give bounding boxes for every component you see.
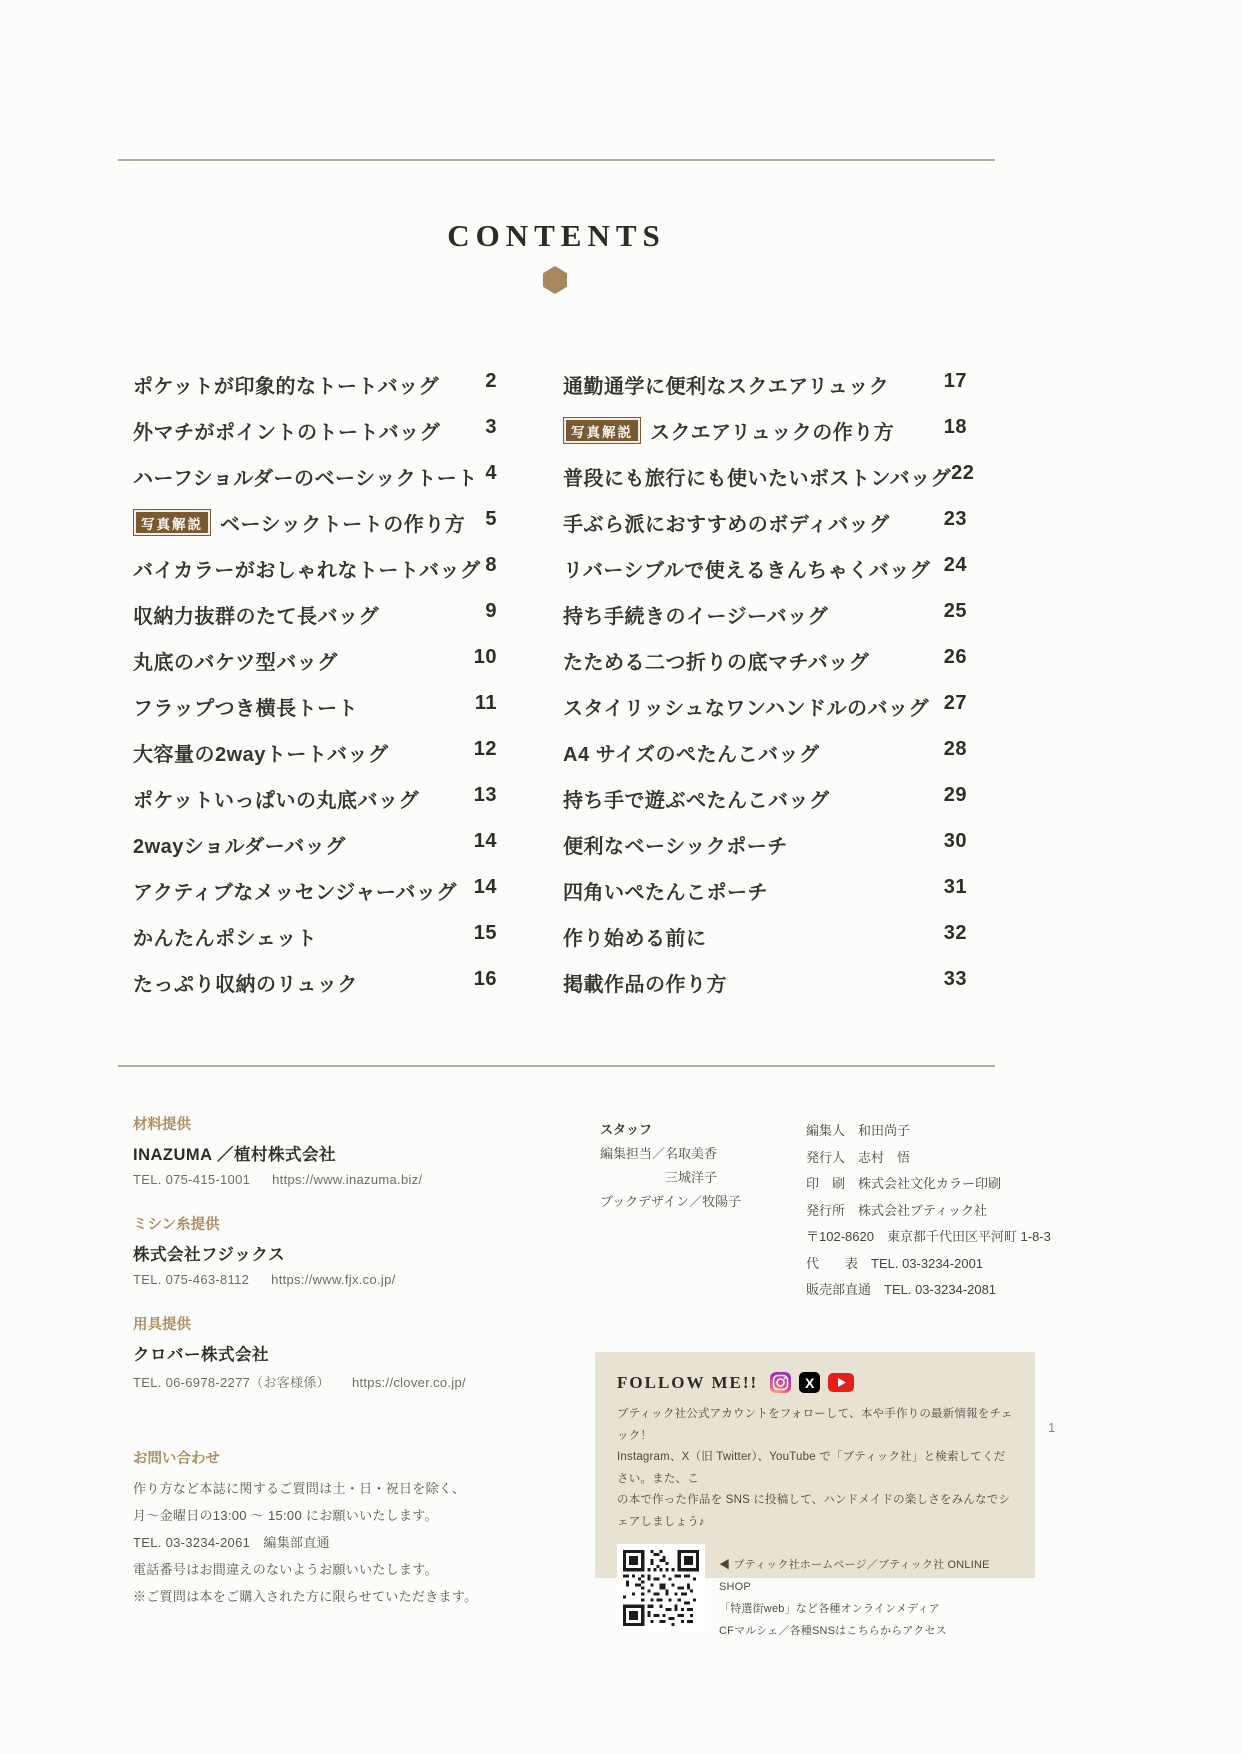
toc-entry: [563, 830, 967, 876]
publisher-line: 発行所 株式会社ブティック社: [806, 1202, 987, 1218]
qr-caption-line: CFマルシェ／各種SNSはこちらからアクセス: [719, 1625, 947, 1637]
toc-entry: [563, 554, 967, 600]
follow-header: [617, 1372, 1013, 1393]
toc-entry: [563, 876, 967, 922]
toc-entry: [133, 876, 497, 922]
staff-line: ブックデザイン／牧陽子: [600, 1194, 742, 1209]
toc-entry-title: 大容量の2wayトートバッグ: [133, 744, 389, 766]
publisher-line: 〒102-8620 東京都千代田区平河町 1-8-3: [806, 1229, 1051, 1244]
inquiry-block: [133, 1447, 553, 1610]
toc-entry-page: 28: [943, 738, 967, 760]
toc-entry-title: 通勤通学に便利なスクエアリュック: [563, 376, 890, 398]
toc-entry-page: 4: [485, 462, 497, 484]
toc-entry-page: 33: [943, 968, 967, 990]
inquiry-line: 月〜金曜日の13:00 〜 15:00 にお願いいたします。: [133, 1508, 438, 1523]
toc-entry-title: ポケットが印象的なトートバッグ: [133, 376, 440, 398]
toc-entry-title: たっぷり収納のリュック: [133, 974, 358, 996]
provider-block: [133, 1113, 553, 1187]
toc-entry-page: 11: [474, 692, 497, 714]
staff-line: 三城洋子: [665, 1170, 718, 1185]
publisher-line: 印 刷 株式会社文化カラー印刷: [806, 1176, 1002, 1191]
toc-entry: [133, 370, 497, 416]
toc-entry: [563, 692, 967, 738]
provider-tel: TEL. 06-6978-2277（お客様係）: [133, 1375, 330, 1390]
toc-entry: [133, 922, 497, 968]
provider-contact: [133, 1172, 553, 1187]
inquiry-line: 電話番号はお間違えのないようお願いいたします。: [133, 1562, 438, 1577]
toc-entry-title: ポケットいっぱいの丸底バッグ: [133, 790, 419, 812]
toc-entry-page: 3: [485, 416, 497, 438]
follow-body-line: の本で作った作品を SNS に投稿して、ハンドメイドの楽しさをみんなでシェアしましょう♪: [617, 1494, 1011, 1528]
staff-column: [600, 1118, 800, 1214]
publisher-line: 発行人 志村 悟: [806, 1149, 911, 1165]
toc-entry-page: 29: [943, 784, 967, 806]
diamond-ornament-icon: [543, 266, 567, 294]
toc-entry-title: フラップつき横長トート: [133, 698, 359, 720]
toc-entry-page: 5: [485, 508, 497, 530]
toc-entry-title: 丸底のバケツ型バッグ: [133, 652, 338, 674]
provider-contact: [133, 1272, 553, 1287]
toc-entry-page: 26: [943, 646, 967, 668]
inquiry-line: ※ご質問は本をご購入された方に限らせていただきます。: [133, 1589, 478, 1604]
inquiry-heading: お問い合わせ: [133, 1451, 220, 1467]
toc-entry-page: 17: [943, 370, 967, 392]
follow-title: FOLLOW ME!!: [617, 1372, 759, 1392]
photo-guide-badge: 写真解説: [563, 417, 641, 444]
inquiry-line: 作り方など本誌に関するご質問は土・日・祝日を除く、: [133, 1481, 466, 1496]
toc-entry-page: 31: [943, 876, 967, 898]
provider-url: https://clover.co.jp/: [351, 1375, 466, 1390]
toc-entry-page: 13: [473, 784, 497, 806]
toc-entry-title: 四角いぺたんこポーチ: [563, 882, 768, 904]
toc-entry: [133, 600, 497, 646]
toc-entry-title: [563, 416, 894, 445]
provider-name: 株式会社フジックス: [133, 1246, 286, 1264]
toc-entry-title: かんたんポシェット: [133, 928, 318, 950]
toc-entry-title-text: スクエアリュックの作り方: [650, 422, 895, 444]
toc-entry: [133, 646, 497, 692]
toc-entry: [133, 692, 497, 738]
toc-entry-page: 15: [473, 922, 497, 944]
toc-entry-title-text: ベーシックトートの作り方: [220, 514, 466, 536]
toc-entry-page: 2: [485, 370, 497, 392]
toc-entry: [133, 784, 497, 830]
photo-guide-badge: 写真解説: [133, 509, 211, 536]
qr-caption: [719, 1544, 1013, 1642]
toc-entry: [563, 784, 967, 830]
toc-entry-page: 22: [951, 462, 975, 484]
toc-entry: [563, 508, 967, 554]
toc-entry-title: A4 サイズのぺたんこバッグ: [563, 744, 820, 766]
toc-entry-page: 18: [943, 416, 967, 438]
toc-entry: [133, 554, 497, 600]
toc-entry-title: 便利なベーシックポーチ: [563, 836, 788, 858]
toc-entry: [563, 922, 967, 968]
provider-heading: 材料提供: [133, 1117, 191, 1133]
toc-entry-page: 14: [473, 830, 497, 852]
toc-entry-title: 作り始める前に: [563, 928, 707, 950]
provider-contact: [133, 1372, 553, 1391]
toc-entry: [563, 600, 967, 646]
toc-entry: [133, 968, 497, 1014]
page-number: 1: [1048, 1420, 1056, 1435]
toc-entry-page: 8: [485, 554, 497, 576]
toc-entry-title: [133, 508, 465, 537]
toc-entry-title: リバーシブルで使えるきんちゃくバッグ: [563, 560, 931, 582]
qr-caption-line: ◀ ブティック社ホームページ／ブティック社 ONLINE SHOP: [719, 1559, 990, 1593]
instagram-icon: [770, 1372, 791, 1393]
toc-entry-title: 外マチがポイントのトートバッグ: [133, 422, 441, 444]
section-divider: [118, 1065, 995, 1067]
toc-entry-title: ハーフショルダーのベーシックトート: [133, 468, 478, 490]
toc-entry: [133, 462, 497, 508]
toc-entry: [563, 646, 967, 692]
toc-entry-title: 持ち手続きのイージーバッグ: [563, 606, 829, 628]
provider-url: https://www.inazuma.biz/: [272, 1172, 423, 1187]
toc-entry-page: 14: [473, 876, 497, 898]
toc-entry-page: 32: [943, 922, 967, 944]
provider-block: [133, 1313, 553, 1391]
staff-line: 編集担当／名取美香: [600, 1146, 718, 1161]
toc-entry-title: 手ぶら派におすすめのボディバッグ: [563, 514, 890, 536]
toc-entry-page: 10: [473, 646, 497, 668]
toc-entry-page: 12: [473, 738, 497, 760]
provider-tel: TEL. 075-463-8112: [133, 1272, 250, 1287]
toc-entry: [133, 508, 497, 554]
toc-entry-page: 30: [943, 830, 967, 852]
staff-heading: スタッフ: [600, 1122, 653, 1137]
toc-entry: [133, 416, 497, 462]
toc-entry: [563, 968, 967, 1014]
toc-entry-page: 24: [943, 554, 967, 576]
provider-tel: TEL. 075-415-1001: [133, 1172, 251, 1187]
qr-caption-line: 「特選街web」など各種オンラインメディア: [719, 1603, 940, 1615]
toc-entry: [133, 830, 497, 876]
provider-heading: 用具提供: [133, 1317, 191, 1333]
toc-entry: [133, 738, 497, 784]
toc-entry-page: 27: [943, 692, 967, 714]
toc-entry-title: 2wayショルダーバッグ: [133, 836, 346, 858]
toc-entry: [563, 462, 975, 508]
toc-entry: [563, 370, 967, 416]
toc-entry-title: 普段にも旅行にも使いたいボストンバッグ: [563, 468, 952, 490]
provider-heading: ミシン糸提供: [133, 1217, 220, 1233]
provider-name: INAZUMA ／植村株式会社: [133, 1146, 337, 1164]
toc-right-column: [563, 370, 975, 1014]
toc-left-column: [133, 370, 497, 1014]
toc-entry: [563, 738, 967, 784]
follow-me-box: [595, 1352, 1035, 1637]
publisher-column: [806, 1118, 1051, 1304]
toc-entry-title: アクティブなメッセンジャーバッグ: [133, 882, 457, 904]
toc-entry-title: スタイリッシュなワンハンドルのバッグ: [563, 698, 929, 720]
toc-entry-page: 9: [485, 600, 497, 622]
top-rule: [118, 159, 995, 161]
follow-body-line: Instagram、X（旧 Twitter）、YouTube で「ブティック社」と検索してください。また、こ: [617, 1451, 1006, 1485]
toc-entry: [563, 416, 967, 462]
follow-body-line: ブティック社公式アカウントをフォローして、本や手作りの最新情報をチェック！: [617, 1408, 1013, 1442]
toc-entry-title: 収納力抜群のたて長バッグ: [133, 606, 379, 628]
youtube-icon: [828, 1373, 854, 1392]
publisher-line: 編集人 和田尚子: [806, 1123, 911, 1138]
publisher-line: 代 表 TEL. 03-3234-2001: [806, 1255, 984, 1271]
page-title: CONTENTS: [447, 218, 666, 253]
provider-url: https://www.fjx.co.jp/: [271, 1272, 396, 1287]
toc-entry-title: 掲載作品の作り方: [563, 974, 727, 996]
provider-block: [133, 1213, 553, 1287]
toc-entry-title: 持ち手で遊ぶぺたんこバッグ: [563, 790, 830, 812]
follow-body: [617, 1404, 1013, 1533]
qr-code: [617, 1544, 705, 1632]
toc-entry-page: 25: [943, 600, 967, 622]
provider-name: クロバー株式会社: [133, 1346, 269, 1364]
toc-entry-page: 16: [473, 968, 497, 990]
publisher-line: 販売部直通 TEL. 03-3234-2081: [806, 1282, 997, 1297]
toc-entry-title: バイカラーがおしゃれなトートバッグ: [133, 560, 481, 582]
follow-qr-row: [617, 1544, 1013, 1642]
toc-entry-title: たためる二つ折りの底マチバッグ: [563, 652, 870, 674]
credits-left-column: [133, 1113, 553, 1610]
inquiry-line: TEL. 03-3234-2061 編集部直通: [133, 1535, 330, 1550]
x-icon: X: [799, 1372, 820, 1393]
toc-entry-page: 23: [943, 508, 967, 530]
